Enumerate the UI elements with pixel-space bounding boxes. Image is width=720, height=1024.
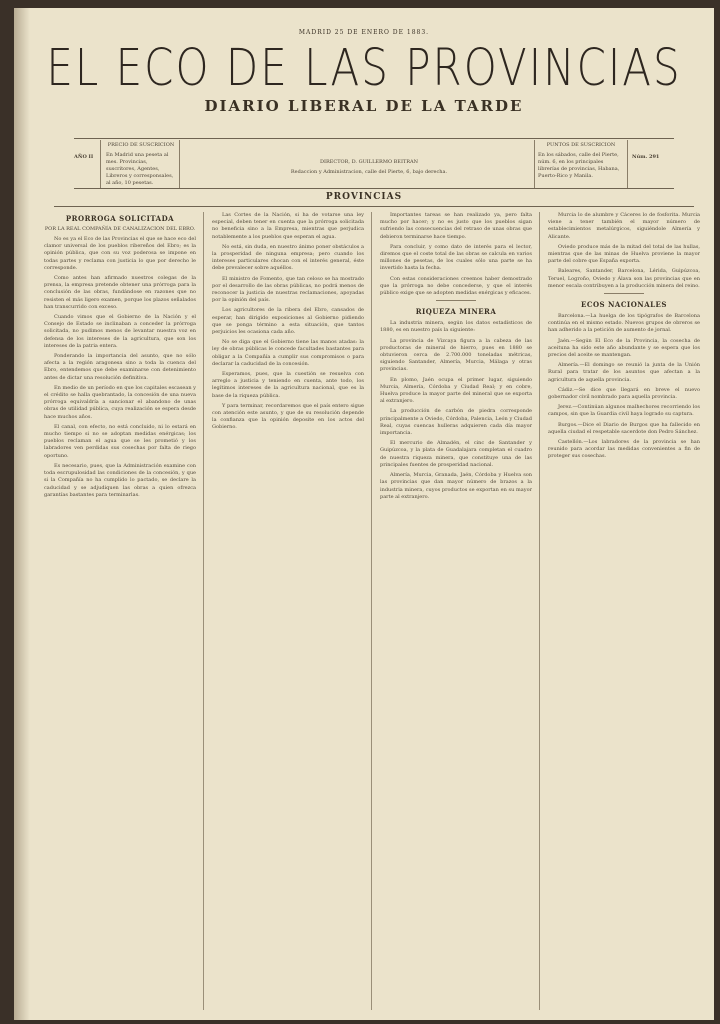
newspaper-subtitle: DIARIO LIBERAL DE LA TARDE [204, 97, 524, 115]
paragraph: La producción de carbón de piedra corresponde principalmente a Oviedo, Córdoba, Palencia, León y Ciudad Real, cuyas cuencas hulleras adquieren cada día mayor importancia. [380, 408, 532, 437]
director-line: DIRECTOR, D. GUILLERMO BEITRAN [319, 159, 419, 165]
subscription-price-title: PRECIO DE SUSCRICION [107, 142, 175, 148]
paragraph: En medio de un período en que los capitales escasean y el crédito se halla quebrantado, la concesión de una nueva prórroga equivaldría a sancionar el abandono de unas obras de utilidad pública, cuya realización se espera desde hace muchos años. [44, 384, 196, 420]
paragraph: Baleares, Santander, Barcelona, Lérida, Guipúzcoa, Teruel, Logroño, Oviedo y Álava son las provincias que en menor escala contribuyen a la producción minera del reino. [548, 268, 700, 289]
paragraph: Barcelona.—La huelga de los tipógrafos de Barcelona continúa en el mismo estado. Nuevos grupos de obreros se han adherido a la petición de aumento de jornal. [548, 313, 700, 334]
paragraph: Ponderando la importancia del asunto, que no sólo afecta a la región aragonesa sino a toda la cuenca del Ebro, entendemos que debe examinarse con detenimiento antes de dictar una resolución definitiva. [44, 353, 196, 381]
paragraph: Almería, Murcia, Granada, Jaén, Córdoba y Huelva son las provincias que dan mayor número de brazos a la industria minera, cuyos productos se exportan en su mayor parte al extranjero. [380, 472, 532, 500]
paragraph: Burgos.—Dice el Diario de Burgos que ha fallecido en aquella ciudad el respetable sacerdote don Pedro Sánchez. [548, 421, 700, 435]
subscription-points-title: PUNTOS DE SUSCRICION [546, 142, 616, 148]
binding-shadow [14, 8, 30, 1020]
column-divider [539, 212, 540, 1010]
subscription-points-text: En los sábados, calle del Pierte, núm. 6, en los principales librerías de provincias, Habana, Puerto-Rico y Manila. [538, 152, 620, 179]
office-address: Redaccion y Administracion, calle del Pierte, 6, bajo derecha. [290, 169, 448, 175]
article-subtitle: POR LA REAL COMPAÑÍA DE CANALIZACION DEL EBRO. [44, 226, 196, 232]
section-rule [54, 206, 694, 207]
paragraph: Para concluir, y como dato de interés para el lector, diremos que el coste total de las obras se calcula en varios millones de pesetas, de los cuales sólo una parte se ha invertido hasta la fecha. [380, 243, 532, 272]
paragraph: En plomo, Jaén ocupa el primer lugar, siguiendo Murcia, Almería, Córdoba y Ciudad Real; y en cobre, Huelva produce la mayor parte del mineral que se exporta al extranjero. [380, 376, 532, 405]
header-bottom-rule [74, 188, 674, 189]
paragraph: Esperamos, pues, que la cuestión se resuelva con arreglo a justicia y teniendo en cuenta, ante todo, los legítimos intereses de la agricultura nacional, que es la base de la riqueza pública. [212, 371, 364, 399]
paragraph: Cádiz.—Se dice que llegará en breve el nuevo gobernador civil nombrado para aquella provincia. [548, 386, 700, 401]
paragraph: Con estas consideraciones creemos haber demostrado que la prórroga no debe concederse, y que el interés público exige que se adopten medidas enérgicas y eficaces. [380, 275, 532, 297]
paragraph: Murcia lo de alumbre y Cáceres lo de fosforita. Murcia viene a tener también el mayor número de establecimientos metalúrgicos, siguiéndole Almería y Alicante. [548, 212, 700, 240]
subscription-price-text: En Madrid una peseta al mes. Provincias, suscritores, Agentes, Libreros y corresponsales, al año, 10 pesetas. [106, 152, 174, 186]
section-title-ecos-nacionales: ECOS NACIONALES [581, 300, 667, 310]
paragraph: Y para terminar, recordaremos que el país entero sigue con atención este asunto, y que de su resolución depende la confianza que la opinión deposite en los actos del Gobierno. [212, 402, 364, 431]
issue-date: MADRID 25 DE ENERO DE 1883. [298, 29, 430, 36]
column-3 [380, 212, 532, 1010]
paragraph: La provincia de Vizcaya figura a la cabeza de las productoras de mineral de hierro, pues en 1880 se obtuvieron cerca de 2.700.000 toneladas métricas, siguiendo Santander, Almería, Murcia, Málaga y otras provincias. [380, 337, 532, 373]
paragraph: Cuando vimos que el Gobierno de la Nación y el Consejo de Estado se inclinaban a conceder la prórroga solicitada, no pudimos menos de levantar nuestra voz en defensa de los intereses de la agricultura, que son los intereses de la patria entera. [44, 314, 196, 349]
column-4 [548, 212, 700, 1010]
paragraph: No es ya el Eco de las Provincias el que se hace eco del clamor universal de los pueblos ribereños del Ebro; es la opinión pública, que con su voz poderosa se impone en todas partes y reclama con justicia lo que por derecho le corresponde. [44, 236, 196, 271]
column-divider [371, 212, 372, 1010]
paragraph: El canal, con efecto, no está concluido, ni lo estará en mucho tiempo si no se adoptan medidas enérgicas; los pueblos reclaman el agua que se les prometió y los labradores ven perdidas sus cosechas por falta de riego oportuno. [44, 423, 196, 459]
section-divider [604, 293, 644, 294]
section-heading: PROVINCIAS [325, 192, 403, 202]
paragraph: No se diga que el Gobierno tiene las manos atadas: la ley de obras públicas le concede facultades bastantes para obligar a la Compañía a cumplir sus compromisos o para declarar la caducidad de la concesión. [212, 339, 364, 367]
column-divider [203, 212, 204, 1010]
paragraph: Es necesario, pues, que la Administración examine con toda escrupulosidad las condiciones de la concesión, y que si la Compañía no ha cumplido lo pactado, se declare la caducidad y se adjudiquen las obras a quien ofrezca garantías bastantes para terminarlas. [44, 462, 196, 498]
paragraph: Almería.—El domingo se reunió la junta de la Unión Rural para tratar de los asuntos que afectan a la agricultura de aquella provincia. [548, 362, 700, 383]
header-top-rule [74, 138, 674, 139]
paragraph: Oviedo produce más de la mitad del total de las hullas, mientras que de las minas de Huelva proviene la mayor parte del cobre que España exporta. [548, 243, 700, 265]
section-divider [436, 300, 476, 301]
year-label: AÑO II [74, 154, 94, 160]
paragraph: El mercurio de Almadén, el cinc de Santander y Guipúzcoa, y la plata de Guadalajara completan el cuadro de nuestra riqueza minera, que constituye una de las principales fuentes de prosperidad nacional. [380, 440, 532, 468]
newspaper-page [14, 8, 714, 1020]
paragraph: Jerez.—Continúan algunos malhechores recorriendo los campos, sin que la Guardia civil haya logrado su captura. [548, 404, 700, 418]
newspaper-title: EL ECO DE LAS PROVINCIAS [46, 38, 682, 97]
paragraph: Castellón.—Los labradores de la provincia se han reunido para acordar las medidas convenientes a fin de proteger sus cosechas. [548, 439, 700, 460]
paragraph: Importantes tareas se han realizado ya, pero falta mucho por hacer; y no es justo que los pueblos sigan sufriendo las consecuencias del retraso de unas obras que debieron terminarse hace tiempo. [380, 212, 532, 240]
paragraph: La industria minera, según los datos estadísticos de 1880, es en nuestro país la siguiente: [380, 320, 532, 334]
article-title: PRORROGA SOLICITADA [65, 214, 175, 223]
paragraph: Como antes han afirmado nuestros colegas de la prensa, la empresa pretende obtener una prórroga para la conclusión de las obras, fundándose en razones que no resisten el más ligero examen, porque los plazos señalados han transcurrido con exceso. [44, 275, 196, 310]
paragraph: El ministro de Fomento, que tan celoso se ha mostrado por el desarrollo de las obras públicas, no podrá menos de reconocer la justicia de nuestras reclamaciones, apoyadas por la opinión del país. [212, 275, 364, 304]
paragraph: Jaén.—Según El Eco de la Provincia, la cosecha de aceituna ha sido este año abundante y se espera que los precios del aceite se mantengan. [548, 337, 700, 359]
paragraph: No está, sin duda, en nuestro ánimo poner obstáculos a la prosperidad de ninguna empresa; pero cuando los intereses particulares chocan con el interés general, éste debe prevalecer sobre aquéllos. [212, 243, 364, 272]
section-title-riqueza-minera: RIQUEZA MINERA [415, 307, 497, 317]
column-2 [212, 212, 364, 1010]
paragraph: Los agricultores de la ribera del Ebro, cansados de esperar, han dirigido exposiciones al Gobierno pidiendo que se ponga término a esta situación, que tantos perjuicios les ocasiona cada año. [212, 307, 364, 336]
column-1 [44, 212, 196, 1010]
issue-number: Núm. 291 [632, 154, 660, 160]
paragraph: Las Cortes de la Nación, si ha de votarse una ley especial, deben tener en cuenta que la prórroga solicitada no beneficia sino a la Empresa, mientras que perjudica notablemente a los pueblos que esperan el agua. [212, 212, 364, 240]
